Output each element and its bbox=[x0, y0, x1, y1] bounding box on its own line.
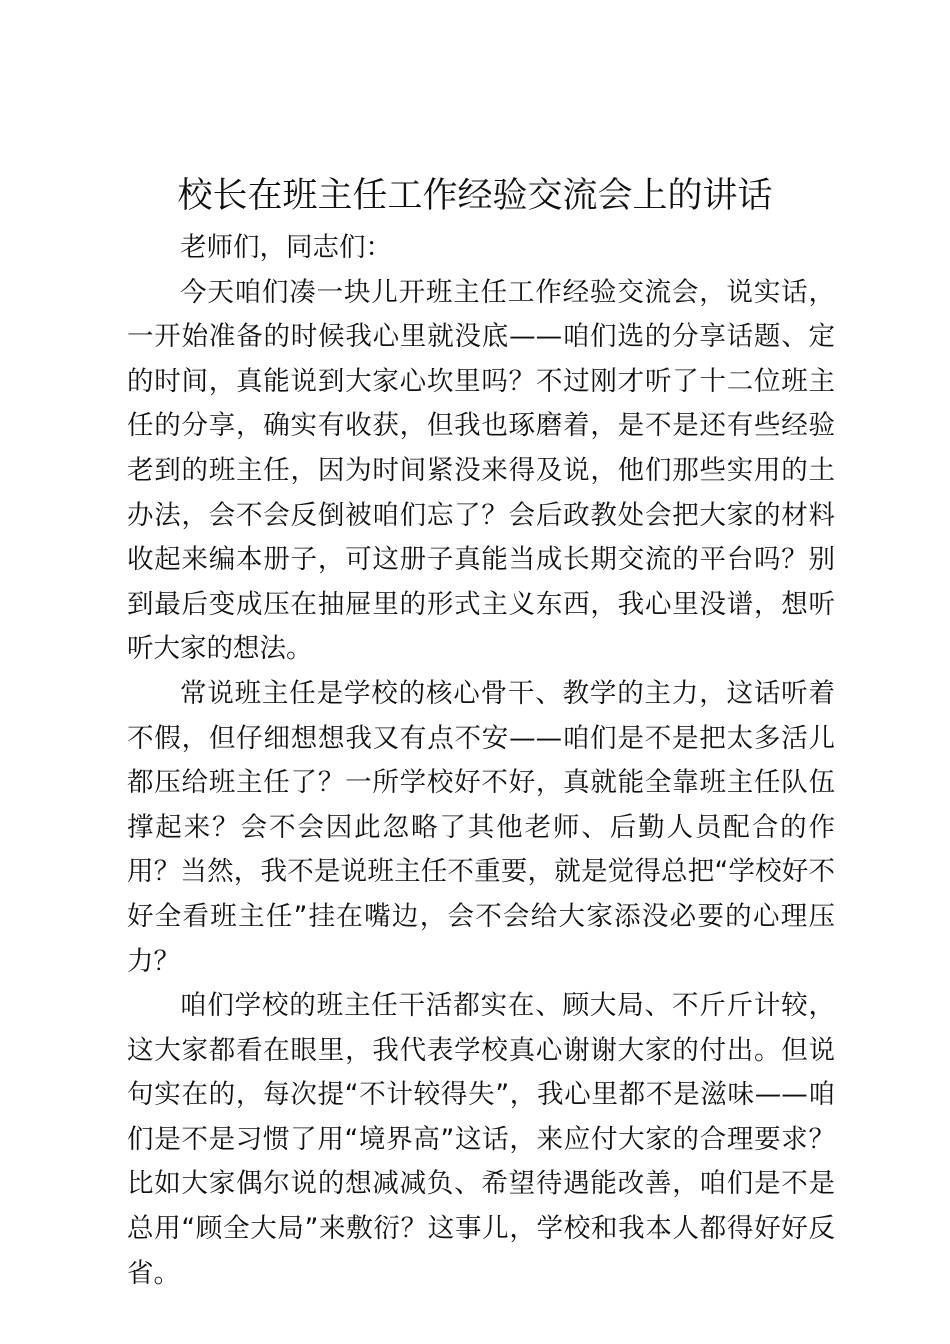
document-body bbox=[127, 226, 835, 1296]
document-title: 校长在班主任工作经验交流会上的讲话 bbox=[177, 176, 773, 216]
paragraph-3: 咱们学校的班主任干活都实在、顾大局、不斤斤计较，这大家都看在眼里，我代表学校真心谢谢大家的付出。但说句实在的，每次提“不计较得失”，我心里都不是滋味——咱们是不是习惯了用“境界高”这话，来应付大家的合理要求？比如大家偶尔说的想减减负、希望待遇能改善，咱们是不是总用“顾全大局”来敷衍？这事儿，学校和我本人都得好好反省。 bbox=[127, 990, 835, 1289]
salutation: 老师们，同志们： bbox=[180, 232, 392, 263]
paragraph-1: 今天咱们凑一块儿开班主任工作经验交流会，说实话，一开始准备的时候我心里就没底——咱们选的分享话题、定的时间，真能说到大家心坎里吗？不过刚才听了十二位班主任的分享，确实有收获，但我也琢磨着，是不是还有些经验老到的班主任，因为时间紧没来得及说，他们那些实用的土办法，会不会反倒被咱们忘了？会后政教处会把大家的材料收起来编本册子，可这册子真能当成长期交流的平台吗？别到最后变成压在抽屉里的形式主义东西，我心里没谱，想听听大家的想法。 bbox=[127, 276, 835, 665]
paragraph-2: 常说班主任是学校的核心骨干、教学的主力，这话听着不假，但仔细想想我又有点不安——咱们是不是把太多活儿都压给班主任了？一所学校好不好，真就能全靠班主任队伍撑起来？会不会因此忽略了其他老师、后勤人员配合的作用？当然，我不是说班主任不重要，就是觉得总把“学校好不好全看班主任”挂在嘴边，会不会给大家添没必要的心理压力？ bbox=[127, 677, 835, 977]
